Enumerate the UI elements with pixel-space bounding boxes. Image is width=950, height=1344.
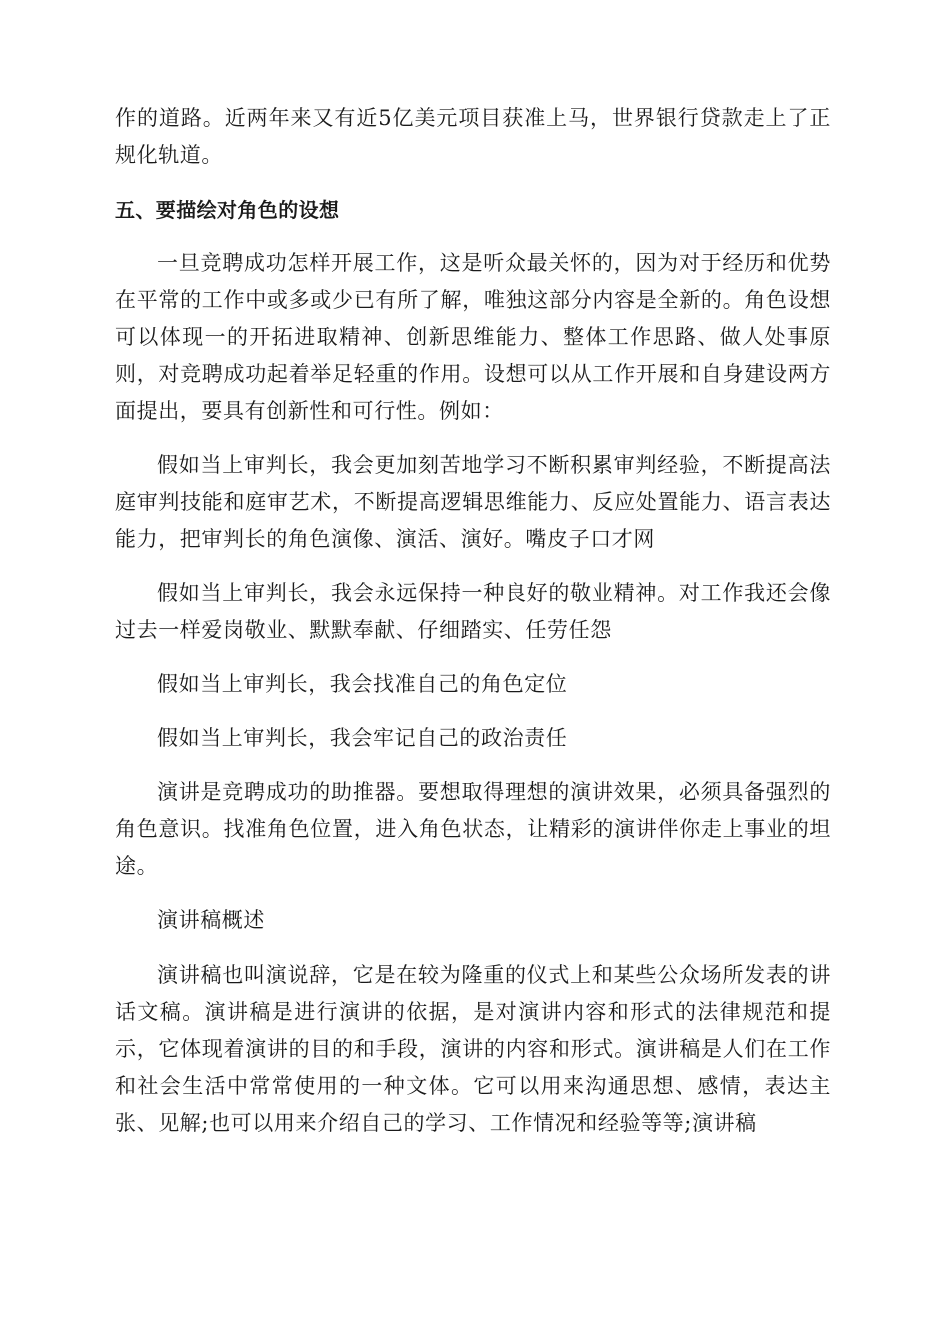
subtitle-overview: 演讲稿概述: [157, 908, 265, 932]
document-page: [115, 100, 831, 1142]
paragraph-overview: 演讲稿也叫演说辞，它是在较为隆重的仪式上和某些公众场所发表的讲话文稿。演讲稿是进行演讲的依据，是对演讲内容和形式的法律规范和提示，它体现着演讲的目的和手段，演讲的内容和形式。演讲稿是人们在工作和社会生活中常常使用的一种文体。它可以用来沟通思想、感情，表达主张、见解;也可以用来介绍自己的学习、工作情况和经验等等;演讲稿: [115, 963, 831, 1135]
paragraph-example-2: 假如当上审判长，我会永远保持一种良好的敬业精神。对工作我还会像过去一样爱岗敬业、默默奉献、仔细踏实、任劳任怨: [115, 581, 831, 642]
paragraph-example-4: 假如当上审判长，我会牢记自己的政治责任: [157, 726, 568, 750]
paragraph-summary: 演讲是竞聘成功的助推器。要想取得理想的演讲效果，必须具备强烈的角色意识。找准角色位置，进入角色状态，让精彩的演讲伴你走上事业的坦途。: [115, 780, 831, 878]
section-heading: 五、要描绘对角色的设想: [115, 198, 340, 222]
paragraph-role-vision: 一旦竞聘成功怎样开展工作，这是听众最关怀的，因为对于经历和优势在平常的工作中或多或少已有所了解，唯独这部分内容是全新的。角色设想可以体现一的开拓进取精神、创新思维能力、整体工作思路、做人处事原则，对竞聘成功起着举足轻重的作用。设想可以从工作开展和自身建设两方面提出，要具有创新性和可行性。例如：: [115, 251, 831, 423]
paragraph-example-3: 假如当上审判长，我会找准自己的角色定位: [157, 672, 568, 696]
paragraph-continuation: 作的道路。近两年来又有近5亿美元项目获准上马，世界银行贷款走上了正规化轨道。: [115, 106, 831, 167]
paragraph-example-1: 假如当上审判长，我会更加刻苦地学习不断积累审判经验，不断提高法庭审判技能和庭审艺术，不断提高逻辑思维能力、反应处置能力、语言表达能力，把审判长的角色演像、演活、演好。嘴皮子口才网: [115, 453, 831, 551]
